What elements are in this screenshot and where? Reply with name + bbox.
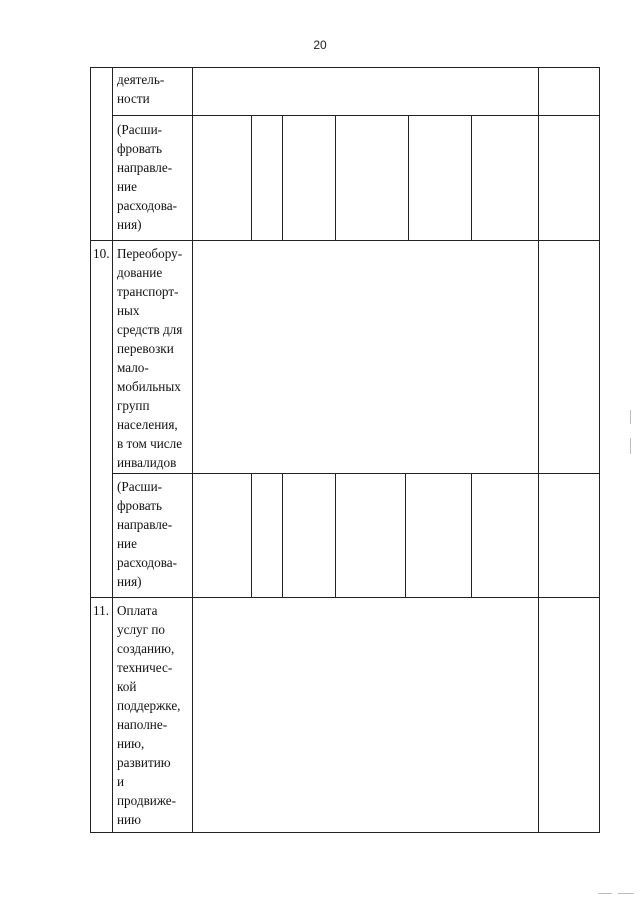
table-rule <box>335 115 336 240</box>
table-rule <box>251 115 252 240</box>
scan-artifact <box>630 410 631 424</box>
row-number: 10. <box>93 246 110 261</box>
row-description: деятель- ности <box>117 72 165 106</box>
table-rule <box>282 115 283 240</box>
scan-artifact <box>618 893 634 894</box>
table-rule <box>471 473 472 597</box>
table-rule <box>335 473 336 597</box>
table-rule <box>405 473 406 597</box>
table-rule <box>90 597 600 598</box>
table-rule <box>90 67 91 833</box>
scan-artifact <box>630 438 631 454</box>
table-rule <box>192 67 193 833</box>
table-rule <box>112 115 600 116</box>
table-rule <box>90 832 600 833</box>
table-rule <box>251 473 252 597</box>
table-rule <box>282 473 283 597</box>
table-rule <box>471 115 472 240</box>
table-rule <box>408 115 409 240</box>
row-description: Переобору- дование транспорт- ных средств для перевозки мало- мобильных групп населения, в том числе инвалидов <box>117 246 183 470</box>
table-rule <box>112 473 600 474</box>
row-description: (Расши- фровать направле- ние расходова- ния) <box>117 479 178 589</box>
row-description: Оплата услуг по созданию, техничес- кой поддержке, наполне- нию, развитию и продвиже- нию <box>117 603 181 827</box>
table-rule <box>112 67 113 833</box>
row-number: 11. <box>93 603 109 618</box>
table-rule <box>538 67 539 833</box>
table-rule <box>90 240 600 241</box>
page-number: 20 <box>313 38 327 52</box>
table-rule <box>599 67 600 833</box>
scan-artifact <box>598 893 612 894</box>
table-rule <box>90 67 600 68</box>
row-description: (Расши- фровать направле- ние расходова- ния) <box>117 122 178 232</box>
